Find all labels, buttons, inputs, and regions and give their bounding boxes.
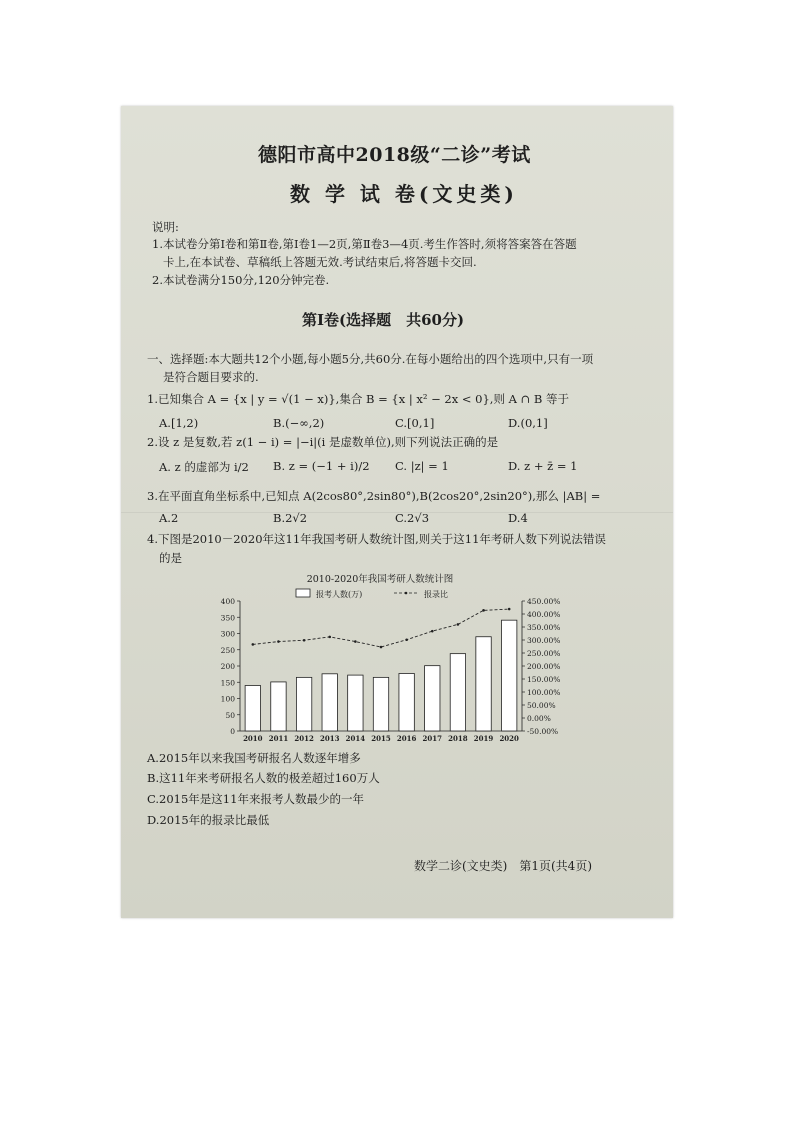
legend-bar-label: 报考人数(万) — [316, 590, 363, 599]
ratio-point — [328, 636, 331, 639]
q1-option-c: C.[0,1] — [395, 416, 435, 430]
x-tick-label: 2019 — [473, 734, 494, 743]
x-tick-label: 2016 — [396, 734, 417, 743]
q2-option-d: D. z + z̄ = 1 — [508, 459, 578, 473]
bar — [271, 682, 286, 731]
q1-stem: 1.已知集合 A = {x | y = √(1 − x)},集合 B = {x | x² − 2x < 0},则 A ∩ B 等于 — [147, 392, 569, 406]
right-tick-label: 150.00% — [527, 675, 561, 684]
bar — [425, 666, 440, 731]
notes-line-1b: 卡上,在本试卷、草稿纸上答题无效.考试结束后,将答题卡交回. — [163, 255, 477, 269]
q2-option-c: C. |z| = 1 — [395, 459, 449, 473]
exam-title: 德阳市高中2018级“二诊”考试 — [258, 144, 531, 166]
left-tick-label: 50 — [225, 710, 235, 720]
legend-line-marker — [405, 592, 408, 595]
left-tick-label: 0 — [230, 727, 235, 736]
bar — [476, 637, 491, 731]
ratio-point — [277, 640, 280, 643]
bar — [373, 677, 388, 731]
left-tick-label: 150 — [220, 678, 235, 688]
bar — [322, 674, 337, 731]
q1-option-b: B.(−∞,2) — [273, 416, 325, 430]
x-tick-label: 2018 — [448, 734, 468, 743]
right-tick-label: 450.00% — [527, 597, 561, 606]
q4-stem-b: 的是 — [159, 551, 182, 565]
q1-option-a: A.[1,2) — [159, 416, 199, 430]
x-tick-label: 2011 — [268, 734, 289, 743]
ratio-point — [431, 630, 434, 633]
bar — [450, 654, 465, 731]
exam-chart — [200, 566, 590, 752]
q4-option-b: B.这11年来考研报名人数的极差超过160万人 — [147, 771, 380, 785]
ratio-point — [457, 623, 460, 626]
left-tick-label: 100 — [220, 694, 235, 704]
chart-title: 2010-2020年我国考研人数统计图 — [306, 574, 454, 585]
notes-heading: 说明: — [152, 220, 179, 234]
q4-option-c: C.2015年是这11年来报考人数最少的一年 — [147, 792, 364, 806]
q3-option-a: A.2 — [159, 511, 179, 525]
bar — [296, 677, 311, 731]
q3-option-c: C.2√3 — [395, 511, 430, 525]
q2-option-a: A. z 的虚部为 i/2 — [159, 460, 249, 474]
right-tick-label: 400.00% — [527, 610, 561, 619]
ratio-point — [405, 638, 408, 641]
ratio-point — [380, 646, 383, 649]
exam-subtitle: 数 学 试 卷(文史类) — [290, 182, 518, 206]
x-tick-label: 2017 — [422, 734, 443, 743]
q3-stem: 3.在平面直角坐标系中,已知点 A(2cos80°,2sin80°),B(2cos20°,2sin20°),那么 |AB| = — [147, 489, 601, 503]
q1-option-d: D.(0,1] — [508, 416, 548, 430]
ratio-point — [252, 643, 255, 646]
section-instruction-b: 是符合题目要求的. — [163, 370, 259, 384]
notes-line-1a: 1.本试卷分第Ⅰ卷和第Ⅱ卷,第Ⅰ卷1—2页,第Ⅱ卷3—4页.考生作答时,须将答案答在答题 — [152, 237, 577, 251]
legend-line-label: 报录比 — [424, 590, 448, 599]
right-tick-label: 250.00% — [527, 649, 561, 658]
q2-stem: 2.设 z 是复数,若 z(1 − i) = |−i|(i 是虚数单位),则下列说法正确的是 — [147, 435, 499, 449]
right-tick-label: 350.00% — [527, 623, 561, 632]
x-tick-label: 2015 — [371, 734, 391, 743]
ratio-point — [303, 639, 306, 642]
page-footer: 数学二诊(文史类) 第1页(共4页) — [414, 859, 592, 873]
bar — [399, 673, 414, 731]
left-tick-label: 300 — [220, 629, 235, 639]
bar — [348, 675, 363, 731]
section-instruction-a: 一、选择题:本大题共12个小题,每小题5分,共60分.在每小题给出的四个选项中,只有一项 — [147, 352, 594, 366]
right-tick-label: 100.00% — [527, 688, 561, 697]
x-tick-label: 2012 — [294, 734, 314, 743]
right-tick-label: 0.00% — [527, 714, 551, 723]
legend-bar-swatch — [296, 589, 310, 597]
ratio-line — [253, 609, 509, 647]
x-tick-label: 2010 — [243, 734, 263, 743]
ratio-point — [354, 640, 357, 643]
x-tick-label: 2020 — [499, 734, 519, 743]
left-tick-label: 250 — [220, 645, 235, 655]
right-tick-label: 50.00% — [527, 701, 556, 710]
q2-option-b: B. z = (−1 + i)/2 — [273, 459, 370, 473]
ratio-point — [508, 608, 511, 611]
x-tick-label: 2013 — [319, 734, 340, 743]
q4-stem-a: 4.下图是2010－2020年这11年我国考研人数统计图,则关于这11年考研人数下列说法错误 — [147, 532, 606, 546]
bar — [501, 620, 516, 731]
x-tick-label: 2014 — [345, 734, 366, 743]
chart-legend — [296, 589, 448, 599]
right-tick-label: 200.00% — [527, 662, 561, 671]
right-tick-label: -50.00% — [527, 727, 559, 736]
section-title: 第Ⅰ卷(选择题 共60分) — [302, 311, 465, 329]
left-tick-label: 400 — [220, 597, 235, 606]
q4-option-d: D.2015年的报录比最低 — [147, 813, 270, 827]
left-tick-label: 350 — [220, 613, 235, 623]
q3-option-b: B.2√2 — [273, 511, 308, 525]
right-tick-label: 300.00% — [527, 636, 561, 645]
q3-option-d: D.4 — [508, 511, 528, 525]
ratio-point — [482, 609, 485, 612]
bar — [245, 686, 260, 732]
q4-option-a: A.2015年以来我国考研报名人数逐年增多 — [147, 751, 361, 765]
left-tick-label: 200 — [220, 662, 235, 671]
notes-line-2: 2.本试卷满分150分,120分钟完卷. — [152, 273, 330, 287]
